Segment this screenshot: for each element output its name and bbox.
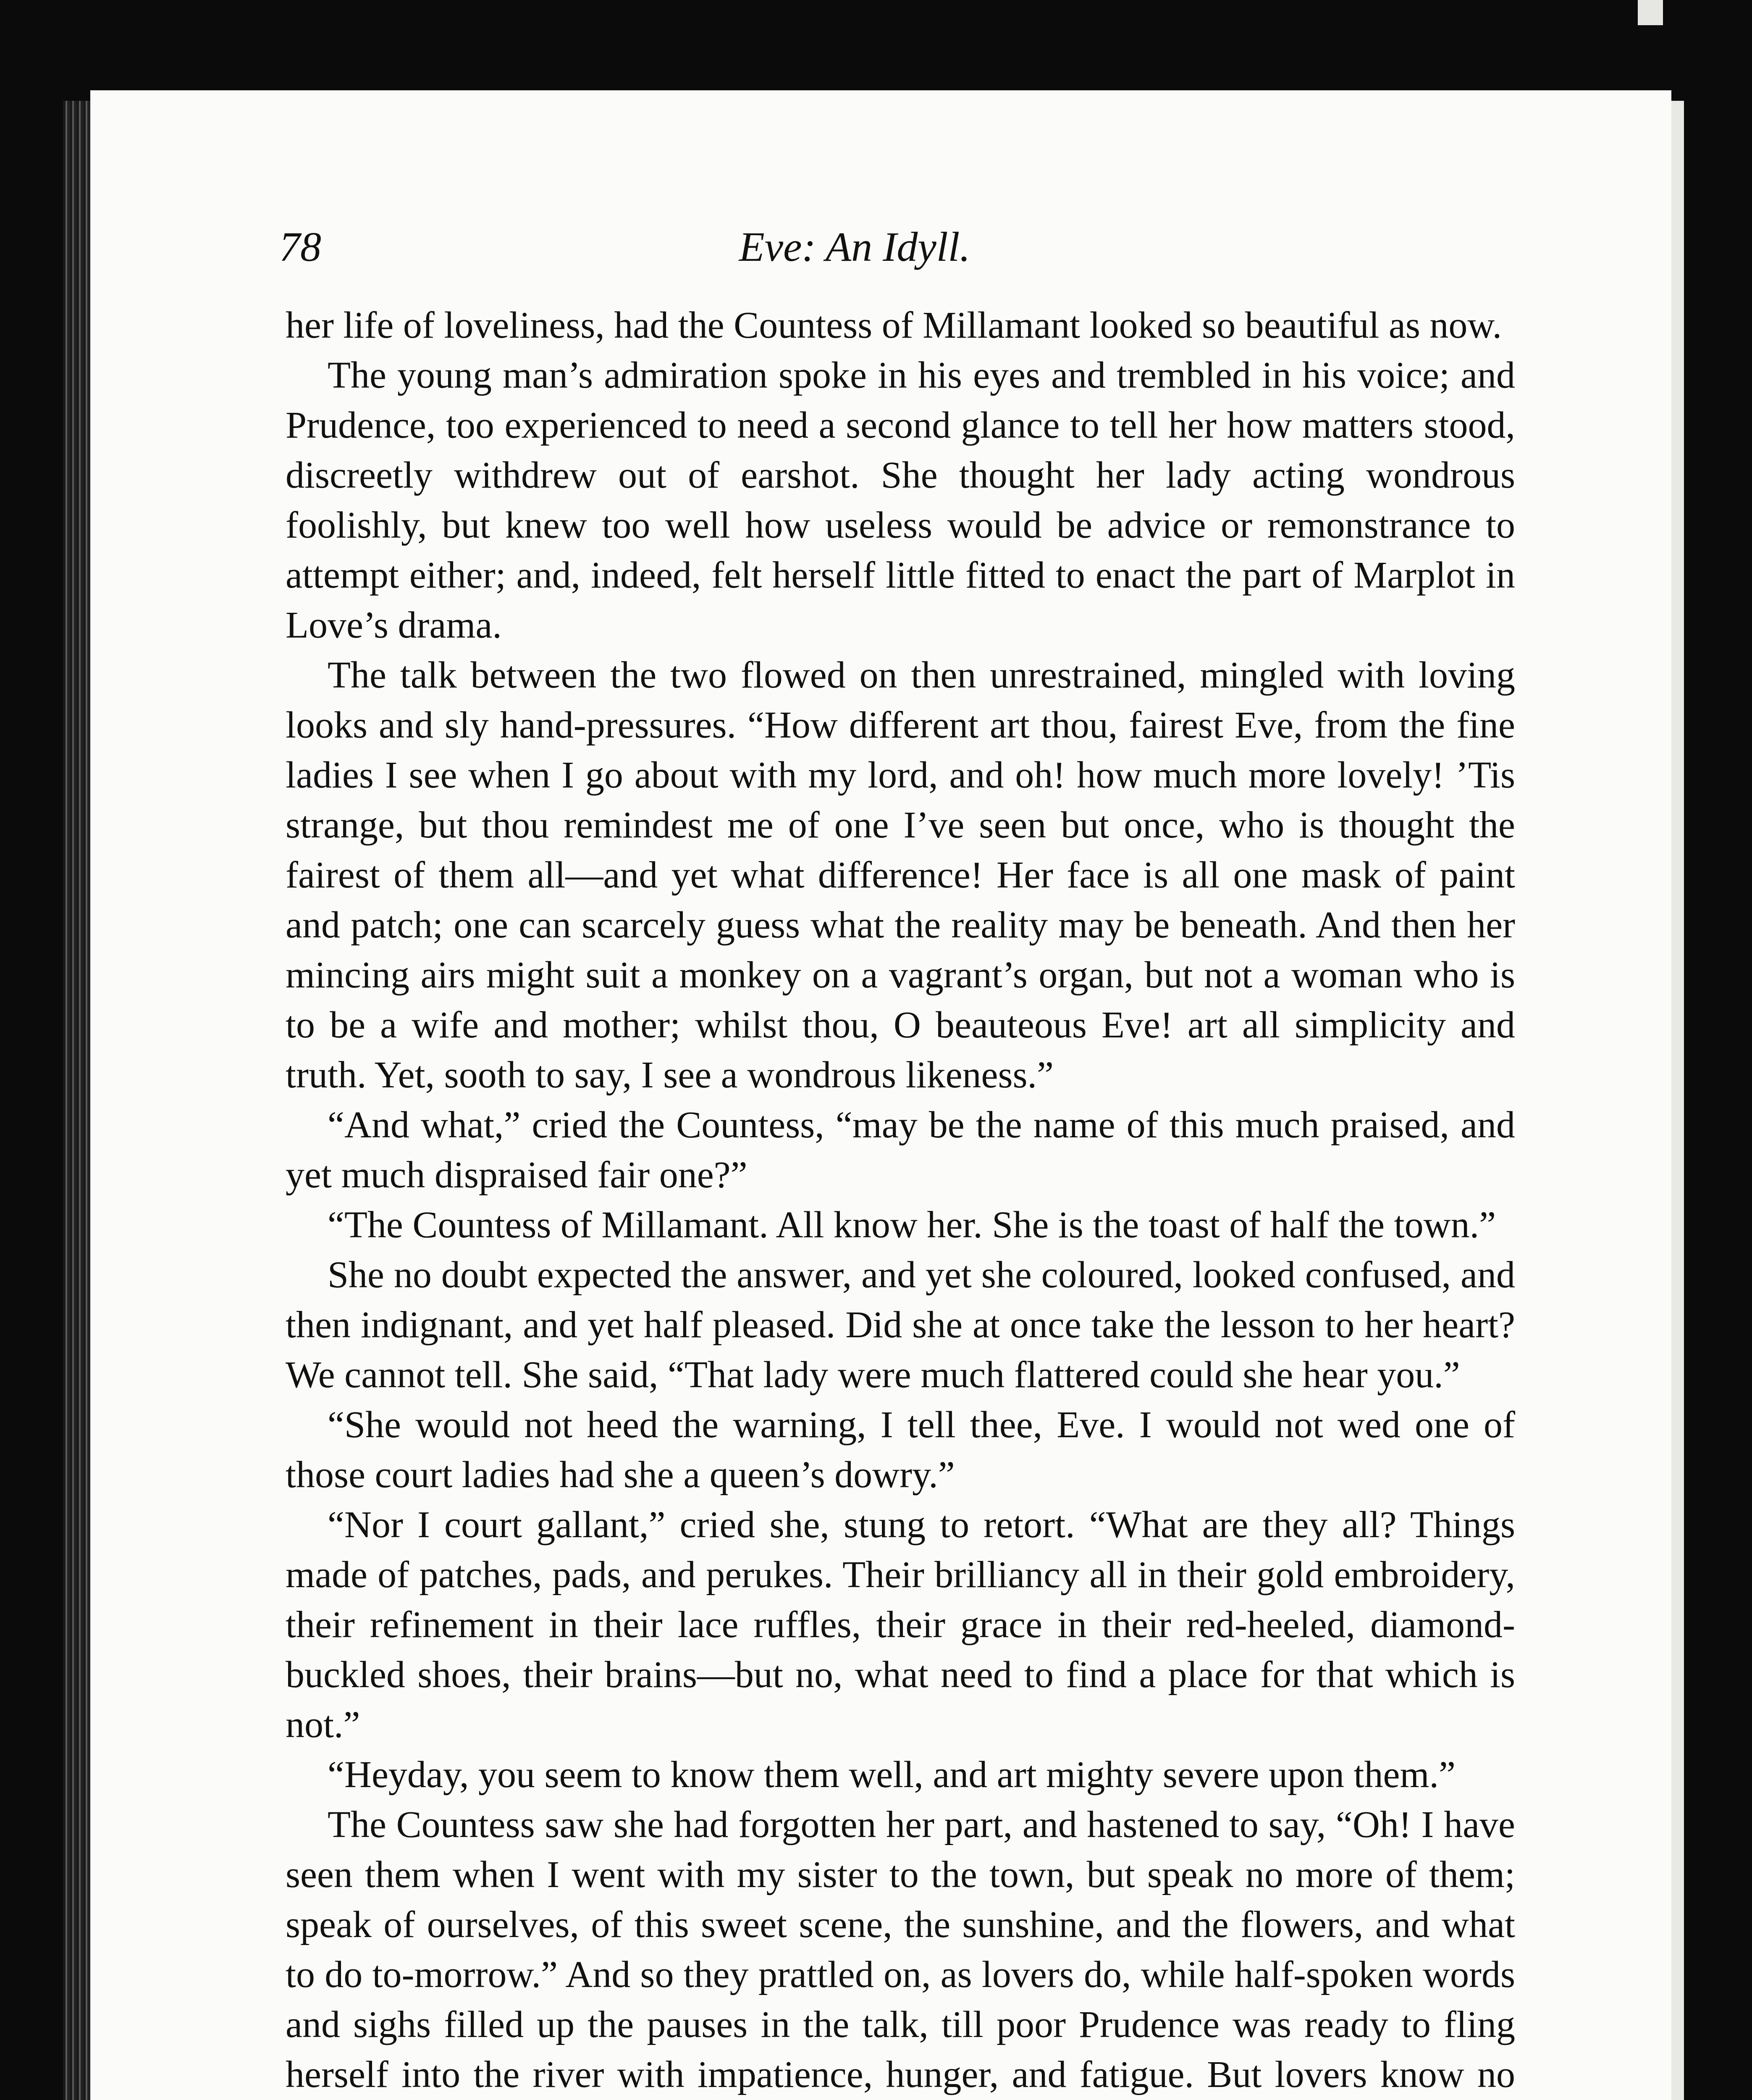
paragraph: “Heyday, you seem to know them well, and art mighty severe upon them.” (328, 1754, 1456, 1796)
book-binding-edge (63, 101, 92, 2100)
paragraph: The Countess saw she had forgotten her part, and hastened to say, “Oh! I have seen them when I went with my sister to the town, but speak no more of them; speak of ourselves, of this sweet scene, the sunshine, and the flowers, and what to do to-morrow.” And so they prattled on, as lovers do, while half-spoken words and sighs filled up the pauses in the talk, till poor Prudence was ready to fling herself into the river with impatience, hunger, and fatigue. But lovers know no (286, 1804, 1515, 2095)
paragraph: The young man’s admiration spoke in his eyes and trembled in his voice; and Prudence, too experienced to need a second glance to tell her how matters stood, discreetly withdrew out of earshot. She thought her lady acting wondrous foolishly, but knew too well how useless would be advice or remonstrance to attempt either; and, indeed, felt herself little fitted to enact the part of Marplot in Love’s drama. (286, 354, 1515, 646)
paragraph: her life of loveliness, had the Countess of Millamant looked so beautiful as now. (286, 304, 1502, 346)
body-text (286, 300, 1515, 2100)
paragraph: “The Countess of Millamant. All know her. She is the toast of half the town.” (328, 1204, 1496, 1246)
facing-page-corner (1638, 0, 1663, 25)
page-header (191, 223, 1518, 273)
running-head: Eve: An Idyll. (739, 223, 970, 270)
paragraph: The talk between the two flowed on then unrestrained, mingled with loving looks and sly hand-pressures. “How different art thou, fairest Eve, from the fine ladies I see when I go about with my lord, and oh! how much more lovely! ’Tis strange, but thou remindest me of one I’ve seen but once, who is thought the fairest of them all—and yet what difference! Her face is all one mask of paint and patch; one can scarcely guess what the reality may be beneath. And then her mincing airs might suit a monkey on a vagrant’s organ, but not a woman who is to be a wife and mother; whilst thou, O beauteous Eve! art all simplicity and truth. Yet, sooth to say, I see a wondrous likeness.” (286, 654, 1515, 1096)
page-gutter-edge (1671, 101, 1684, 2100)
paragraph: She no doubt expected the answer, and yet she coloured, looked confused, and then indignant, and yet half pleased. Did she at once take the lesson to her heart? We cannot tell. She said, “That lady were much flattered could she hear you.” (286, 1254, 1515, 1396)
paragraph: “Nor I court gallant,” cried she, stung to retort. “What are they all? Things made of patches, pads, and perukes. Their brilliancy all in their gold embroidery, their refinement in their lace ruffles, their grace in their red-heeled, diamond-buckled shoes, their brains—but no, what need to find a place for that which is not.” (286, 1504, 1515, 1746)
paragraph: “And what,” cried the Countess, “may be the name of this much praised, and yet much dispraised fair one?” (286, 1104, 1515, 1196)
paragraph: “She would not heed the warning, I tell thee, Eve. I would not wed one of those court ladies had she a queen’s dowry.” (286, 1404, 1515, 1496)
page-number: 78 (279, 223, 321, 270)
